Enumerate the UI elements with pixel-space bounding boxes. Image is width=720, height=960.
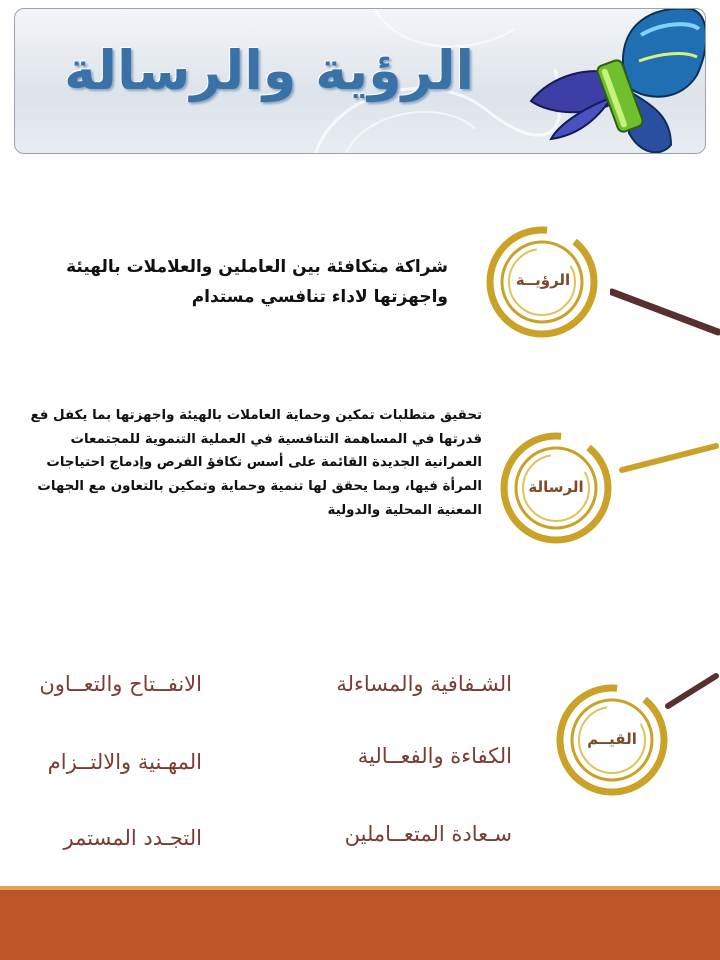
vision-text: شراكة متكافئة بين العاملين والعلاملات بالهيئة واجهزتها لاداء تنافسي مستدام	[66, 257, 448, 307]
page-title: الرؤية والرسالة	[63, 39, 475, 102]
vision-arrow-icon	[610, 288, 720, 338]
header-banner	[14, 8, 706, 154]
mission-text: تحقيق متطلبات تمكين وحماية العاملات بالهيئة واجهزتها بما يكفل فع قدرتها في المساهمة التنافسية في العملية التنموية للمجتمعات العمرانية الجديدة القائمة على أسس تكافؤ الفرص وإدماج احتياجات المرأة فيها، وبما يحقق لها تنمية وحماية وتمكين بالتعاون مع الجهات المعنية المحلية والدولية	[30, 408, 482, 518]
value-item: الكفاءة والفعــالية	[357, 744, 512, 768]
value-item: سـعادة المتعــاملين	[344, 822, 512, 846]
value-item: التجـدد المستمر	[63, 826, 202, 850]
value-item: الشـفافية والمساءلة	[336, 672, 512, 696]
value-item: الانفــتاح والتعــاون	[39, 672, 202, 696]
value-item: المهـنية والالتــزام	[47, 750, 202, 774]
footer-accent-line	[0, 886, 720, 890]
vision-label: الرؤيــة	[515, 271, 571, 289]
values-label: القيــم	[587, 730, 637, 748]
footer-bar	[0, 886, 720, 960]
values-arrow-icon	[664, 670, 720, 710]
mission-arrow-icon	[618, 440, 720, 476]
mission-label: الرسالة	[528, 478, 584, 496]
butterfly-icon	[521, 8, 706, 154]
